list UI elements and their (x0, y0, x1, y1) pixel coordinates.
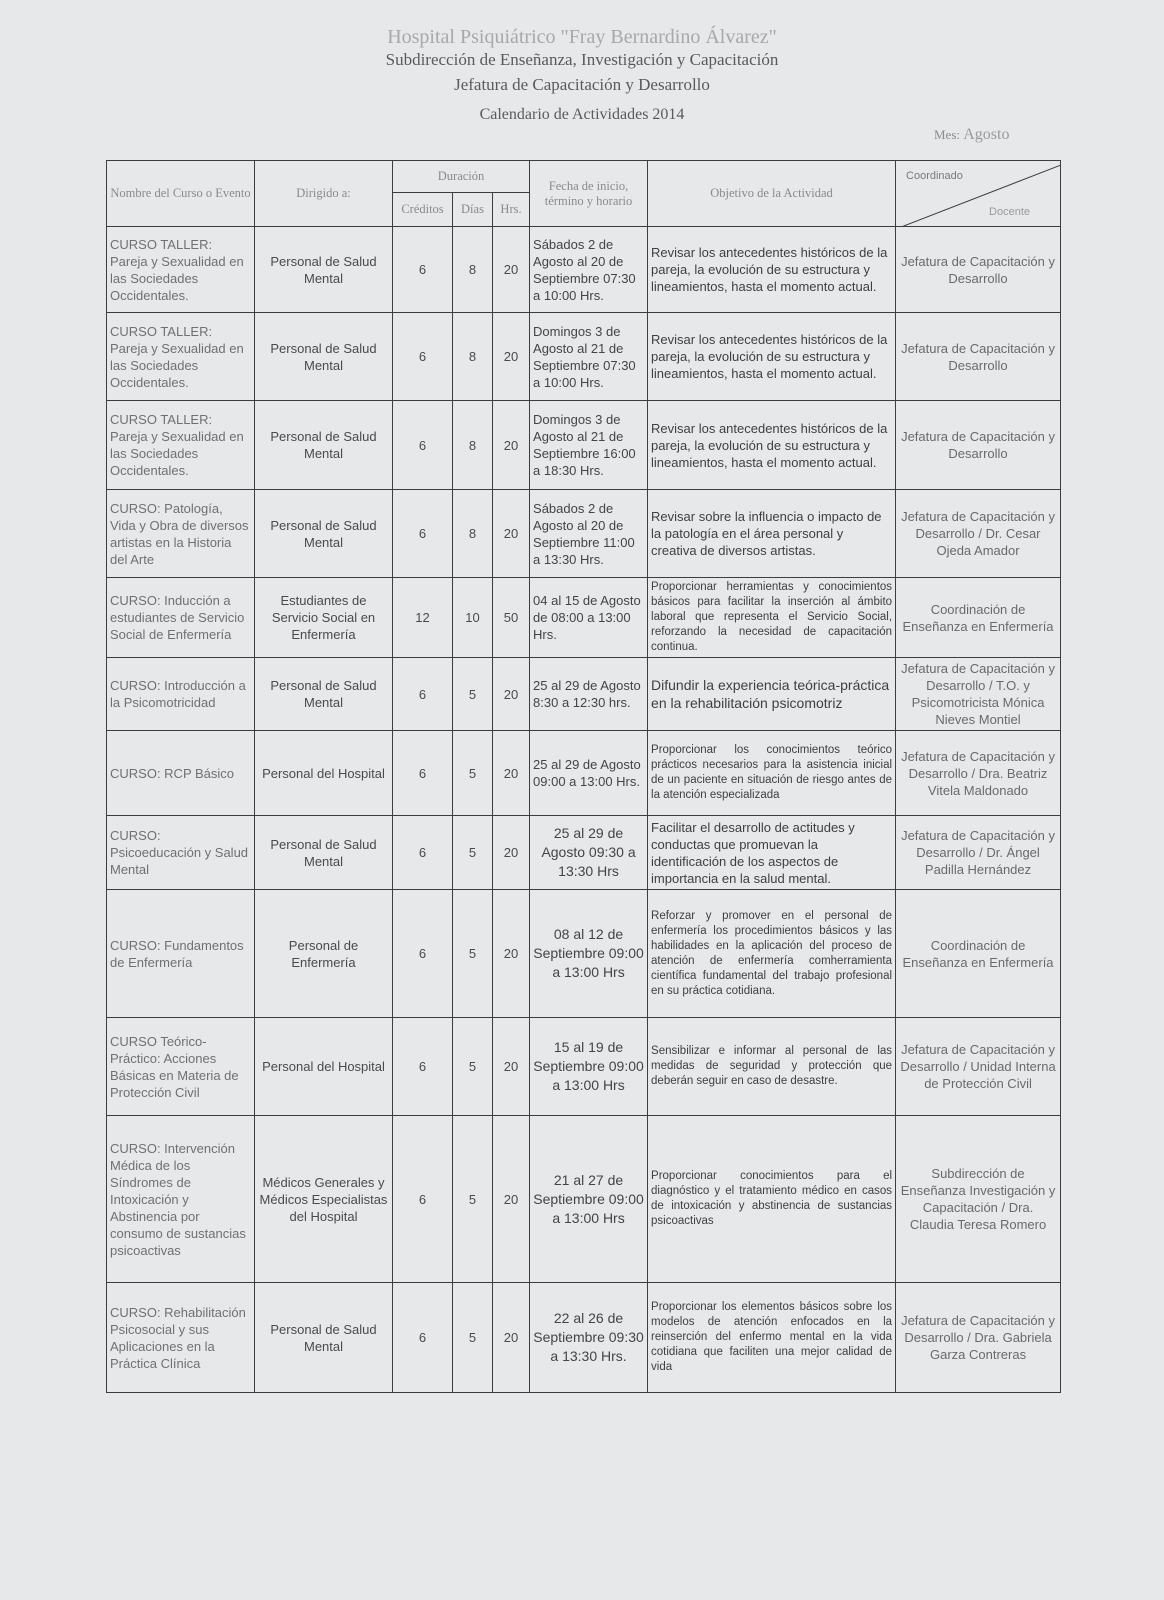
dias-value: 8 (453, 490, 493, 578)
dias-value: 5 (453, 1018, 493, 1116)
header-fecha: Fecha de inicio, término y horario (530, 161, 648, 227)
target-audience: Personal de Enfermería (255, 890, 393, 1018)
coordinator: Jefatura de Capacitación y Desarrollo (896, 313, 1061, 401)
coordinator: Jefatura de Capacitación y Desarrollo / Unidad Interna de Protección Civil (896, 1018, 1061, 1116)
target-audience: Personal de Salud Mental (255, 490, 393, 578)
dias-value: 8 (453, 313, 493, 401)
table-row (107, 731, 1061, 816)
coordinator: Jefatura de Capacitación y Desarrollo / T.O. y Psicomotricista Mónica Nieves Montiel (896, 658, 1061, 731)
target-audience: Personal de Salud Mental (255, 313, 393, 401)
subdireccion-title: Subdirección de Enseñanza, Investigación y Capacitación (385, 50, 779, 69)
course-name: CURSO Teórico-Práctico: Acciones Básicas en Materia de Protección Civil (107, 1018, 255, 1116)
jefatura-title: Jefatura de Capacitación y Desarrollo (454, 75, 710, 94)
table-row (107, 890, 1061, 1018)
objective: Revisar sobre la influencia o impacto de la patología en el área personal y creativa de diversos artistas. (648, 490, 896, 578)
table-row (107, 227, 1061, 313)
hrs-value: 20 (493, 401, 530, 490)
header-dias: Días (453, 193, 493, 227)
activities-table (106, 160, 1061, 1393)
objective: Proporcionar los conocimientos teórico prácticos necesarios para la asistencia inicial de un paciente en situación de riesgo antes de la atención especializada (648, 731, 896, 816)
date-schedule: Domingos 3 de Agosto al 21 de Septiembre 07:30 a 10:00 Hrs. (530, 313, 648, 401)
coordinator: Jefatura de Capacitación y Desarrollo / Dra. Gabriela Garza Contreras (896, 1283, 1061, 1393)
date-schedule: 25 al 29 de Agosto 09:00 a 13:00 Hrs. (530, 731, 648, 816)
hrs-value: 50 (493, 578, 530, 658)
objective: Revisar los antecedentes históricos de la pareja, la evolución de su estructura y lineamientos, hasta el momento actual. (648, 227, 896, 313)
date-schedule: 25 al 29 de Agosto 09:30 a 13:30 Hrs (530, 816, 648, 890)
course-name: CURSO TALLER: Pareja y Sexualidad en las Sociedades Occidentales. (107, 401, 255, 490)
target-audience: Personal de Salud Mental (255, 227, 393, 313)
coordinator: Coordinación de Enseñanza en Enfermería (896, 890, 1061, 1018)
target-audience: Personal del Hospital (255, 1018, 393, 1116)
coordinator: Jefatura de Capacitación y Desarrollo / Dr. Cesar Ojeda Amador (896, 490, 1061, 578)
creditos-value: 6 (393, 401, 453, 490)
creditos-value: 6 (393, 1116, 453, 1283)
date-schedule: 22 al 26 de Septiembre 09:30 a 13:30 Hrs. (530, 1283, 648, 1393)
hrs-value: 20 (493, 313, 530, 401)
course-name: CURSO: Inducción a estudiantes de Servicio Social de Enfermería (107, 578, 255, 658)
objective: Reforzar y promover en el personal de enfermería los procedimientos básicos y las habilidades en la aplicación del proceso de atención de enfermería comherramienta científica fundamental del trabajo profesional en su práctica cotidiana. (648, 890, 896, 1018)
table-row (107, 816, 1061, 890)
objective: Revisar los antecedentes históricos de la pareja, la evolución de su estructura y lineamientos, hasta el momento actual. (648, 313, 896, 401)
hrs-value: 20 (493, 490, 530, 578)
target-audience: Estudiantes de Servicio Social en Enfermería (255, 578, 393, 658)
dias-value: 5 (453, 731, 493, 816)
table-row (107, 490, 1061, 578)
date-schedule: 15 al 19 de Septiembre 09:00 a 13:00 Hrs (530, 1018, 648, 1116)
table-row (107, 313, 1061, 401)
hrs-value: 20 (493, 1283, 530, 1393)
hospital-name: Hospital Psiquiátrico "Fray Bernardino Álvarez" (387, 26, 777, 48)
calendar-title: Calendario de Actividades 2014 (479, 106, 685, 123)
objective: Facilitar el desarrollo de actitudes y conductas que promuevan la identificación de los aspectos de importancia en la salud mental. (648, 816, 896, 890)
objective: Proporcionar herramientas y conocimientos básicos para facilitar la inserción al ámbito laboral que representa el Servicio Social, reforzando la necesidad de capacitación continua. (648, 578, 896, 658)
hrs-value: 20 (493, 731, 530, 816)
month-caption: Mes: (934, 127, 960, 142)
course-name: CURSO TALLER: Pareja y Sexualidad en las Sociedades Occidentales. (107, 227, 255, 313)
hrs-value: 20 (493, 658, 530, 731)
date-schedule: Domingos 3 de Agosto al 21 de Septiembre 16:00 a 18:30 Hrs. (530, 401, 648, 490)
header-dirigido: Dirigido a: (255, 161, 393, 227)
creditos-value: 6 (393, 890, 453, 1018)
header-hrs: Hrs. (493, 193, 530, 227)
header-coordinado-docente (896, 161, 1061, 227)
header-duracion: Duración (393, 161, 530, 193)
objective: Difundir la experiencia teórica-práctica en la rehabilitación psicomotriz (648, 658, 896, 731)
hrs-value: 20 (493, 1018, 530, 1116)
dias-value: 5 (453, 890, 493, 1018)
course-name: CURSO: RCP Básico (107, 731, 255, 816)
creditos-value: 6 (393, 816, 453, 890)
header-nombre: Nombre del Curso o Evento (107, 161, 255, 227)
dias-value: 5 (453, 1283, 493, 1393)
creditos-value: 6 (393, 490, 453, 578)
month-value: Agosto (963, 126, 1010, 143)
table-row (107, 1018, 1061, 1116)
creditos-value: 6 (393, 313, 453, 401)
header-creditos: Créditos (393, 193, 453, 227)
table-row (107, 401, 1061, 490)
objective: Proporcionar los elementos básicos sobre los modelos de atención enfocados en la reinserción del enfermo mental en la vida cotidiana que faciliten una mejor calidad de vida (648, 1283, 896, 1393)
creditos-value: 12 (393, 578, 453, 658)
header-docente: Docente (989, 206, 1031, 218)
course-name: CURSO TALLER: Pareja y Sexualidad en las Sociedades Occidentales. (107, 313, 255, 401)
coordinator: Subdirección de Enseñanza Investigación y Capacitación / Dra. Claudia Teresa Romero (896, 1116, 1061, 1283)
table-row (107, 1283, 1061, 1393)
target-audience: Médicos Generales y Médicos Especialistas del Hospital (255, 1116, 393, 1283)
coordinator: Jefatura de Capacitación y Desarrollo (896, 401, 1061, 490)
hrs-value: 20 (493, 890, 530, 1018)
course-name: CURSO: Fundamentos de Enfermería (107, 890, 255, 1018)
creditos-value: 6 (393, 658, 453, 731)
creditos-value: 6 (393, 1018, 453, 1116)
dias-value: 8 (453, 227, 493, 313)
table-body (107, 227, 1061, 1393)
objective: Sensibilizar e informar al personal de las medidas de seguridad y protección que deberán seguir en caso de desastre. (648, 1018, 896, 1116)
date-schedule: Sábados 2 de Agosto al 20 de Septiembre 11:00 a 13:30 Hrs. (530, 490, 648, 578)
coordinator: Jefatura de Capacitación y Desarrollo / Dr. Ángel Padilla Hernández (896, 816, 1061, 890)
course-name: CURSO: Introducción a la Psicomotricidad (107, 658, 255, 731)
date-schedule: 04 al 15 de Agosto de 08:00 a 13:00 Hrs. (530, 578, 648, 658)
header-coordinado: Coordinado (906, 170, 963, 182)
date-schedule: 08 al 12 de Septiembre 09:00 a 13:00 Hrs (530, 890, 648, 1018)
dias-value: 10 (453, 578, 493, 658)
objective: Revisar los antecedentes históricos de la pareja, la evolución de su estructura y lineamientos, hasta el momento actual. (648, 401, 896, 490)
target-audience: Personal del Hospital (255, 731, 393, 816)
month-label (934, 126, 1009, 144)
header-objetivo: Objetivo de la Actividad (648, 161, 896, 227)
date-schedule: Sábados 2 de Agosto al 20 de Septiembre 07:30 a 10:00 Hrs. (530, 227, 648, 313)
dias-value: 5 (453, 658, 493, 731)
coordinator: Jefatura de Capacitación y Desarrollo (896, 227, 1061, 313)
target-audience: Personal de Salud Mental (255, 816, 393, 890)
table-row (107, 578, 1061, 658)
table-row (107, 658, 1061, 731)
creditos-value: 6 (393, 1283, 453, 1393)
table-row (107, 1116, 1061, 1283)
dias-value: 5 (453, 816, 493, 890)
target-audience: Personal de Salud Mental (255, 1283, 393, 1393)
course-name: CURSO: Psicoeducación y Salud Mental (107, 816, 255, 890)
hrs-value: 20 (493, 1116, 530, 1283)
hrs-value: 20 (493, 816, 530, 890)
target-audience: Personal de Salud Mental (255, 658, 393, 731)
objective: Proporcionar conocimientos para el diagnóstico y el tratamiento médico en casos de intoxicación y abstinencia de sustancias psicoactivas (648, 1116, 896, 1283)
coordinator: Coordinación de Enseñanza en Enfermería (896, 578, 1061, 658)
dias-value: 5 (453, 1116, 493, 1283)
date-schedule: 21 al 27 de Septiembre 09:00 a 13:00 Hrs (530, 1116, 648, 1283)
dias-value: 8 (453, 401, 493, 490)
date-schedule: 25 al 29 de Agosto 8:30 a 12:30 hrs. (530, 658, 648, 731)
course-name: CURSO: Patología, Vida y Obra de diversos artistas en la Historia del Arte (107, 490, 255, 578)
course-name: CURSO: Intervención Médica de los Síndromes de Intoxicación y Abstinencia por consumo de sustancias psicoactivas (107, 1116, 255, 1283)
course-name: CURSO: Rehabilitación Psicosocial y sus Aplicaciones en la Práctica Clínica (107, 1283, 255, 1393)
creditos-value: 6 (393, 731, 453, 816)
coordinator: Jefatura de Capacitación y Desarrollo / Dra. Beatriz Vitela Maldonado (896, 731, 1061, 816)
creditos-value: 6 (393, 227, 453, 313)
hrs-value: 20 (493, 227, 530, 313)
target-audience: Personal de Salud Mental (255, 401, 393, 490)
